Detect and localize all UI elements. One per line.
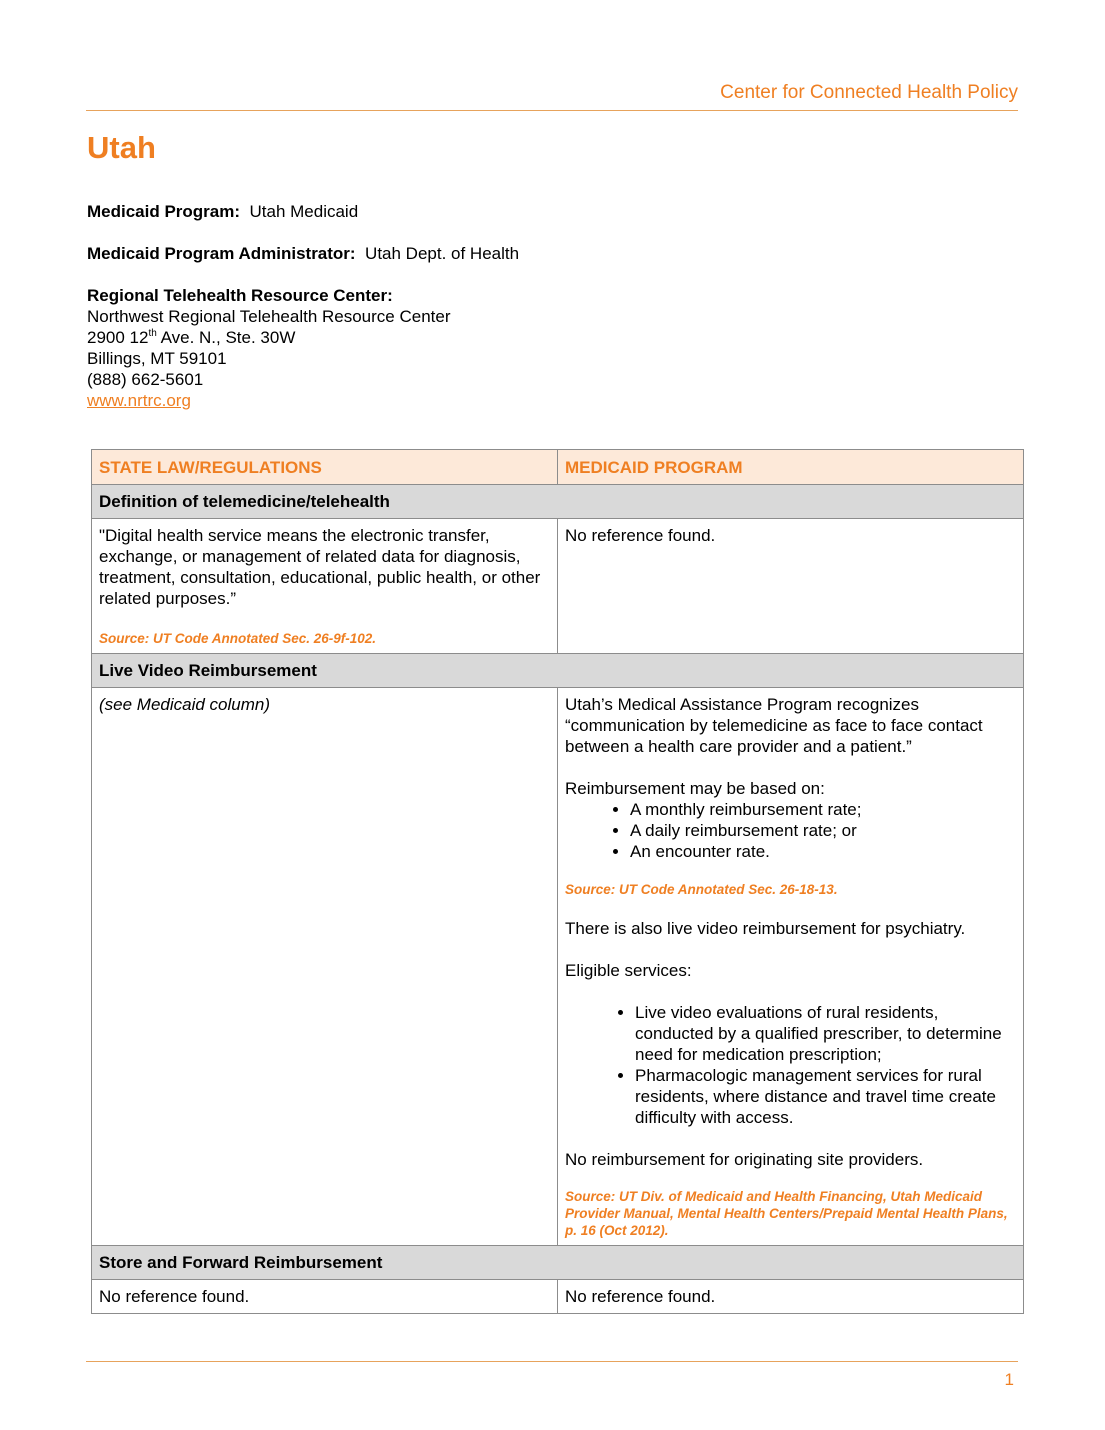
live-video-source-1: Source: UT Code Annotated Sec. 26-18-13. bbox=[565, 882, 838, 897]
policy-table bbox=[91, 449, 1024, 1314]
section-title-live-video: Live Video Reimbursement bbox=[92, 654, 1024, 688]
section-row-definition bbox=[92, 485, 1024, 519]
section-row-live-video bbox=[92, 654, 1024, 688]
definition-medicaid-text: No reference found. bbox=[565, 526, 716, 545]
live-video-paragraph-1: Utah’s Medical Assistance Program recognizes “communication by telemedicine as face to face contact between a health care provider and a patient.” bbox=[565, 695, 983, 756]
section-title-definition: Definition of telemedicine/telehealth bbox=[92, 485, 1024, 519]
live-video-paragraph-5: No reimbursement for originating site providers. bbox=[565, 1150, 924, 1169]
section-title-store-forward: Store and Forward Reimbursement bbox=[92, 1246, 1024, 1280]
store-forward-state-cell: No reference found. bbox=[92, 1280, 558, 1314]
table-row bbox=[92, 1280, 1024, 1314]
table-header-row bbox=[92, 450, 1024, 485]
list-item: • A monthly reimbursement rate; bbox=[630, 799, 1016, 820]
medicaid-program-value: Utah Medicaid bbox=[249, 202, 359, 221]
definition-state-cell bbox=[92, 519, 558, 654]
column-header-medicaid: MEDICAID PROGRAM bbox=[558, 450, 1024, 485]
rtrc-phone: (888) 662-5601 bbox=[87, 370, 204, 389]
header-organization: Center for Connected Health Policy bbox=[720, 82, 1018, 103]
definition-medicaid-cell bbox=[558, 519, 1024, 654]
list-item: • An encounter rate. bbox=[630, 841, 1016, 862]
rtrc-label: Regional Telehealth Resource Center: bbox=[87, 286, 393, 305]
medicaid-admin-value: Utah Dept. of Health bbox=[365, 244, 520, 263]
live-video-paragraph-3: There is also live video reimbursement for psychiatry. bbox=[565, 919, 966, 938]
list-item: • Pharmacologic management services for rural residents, where distance and travel time create difficulty with access. bbox=[635, 1065, 1016, 1128]
live-video-source-2: Source: UT Div. of Medicaid and Health Financing, Utah Medicaid Provider Manual, Mental Health Centers/Prepaid Mental Health Plans, p. 16 (Oct 2012). bbox=[565, 1189, 1008, 1238]
rtrc-address-line1: 2900 12th Ave. N., Ste. 30W bbox=[87, 328, 296, 347]
column-header-state-law: STATE LAW/REGULATIONS bbox=[92, 450, 558, 485]
table-row bbox=[92, 688, 1024, 1246]
live-video-state-cell bbox=[92, 688, 558, 1246]
footer-divider bbox=[86, 1361, 1018, 1362]
rtrc-block bbox=[87, 285, 451, 411]
rtrc-name: Northwest Regional Telehealth Resource Center bbox=[87, 307, 451, 326]
definition-state-source: Source: UT Code Annotated Sec. 26-9f-102. bbox=[99, 631, 377, 646]
page-number: 1 bbox=[1004, 1370, 1014, 1389]
medicaid-program-line bbox=[87, 201, 358, 222]
eligible-services-list bbox=[565, 1002, 1016, 1128]
list-item: • Live video evaluations of rural residents, conducted by a qualified prescriber, to determine need for medication prescription; bbox=[635, 1002, 1016, 1065]
store-forward-medicaid-cell: No reference found. bbox=[558, 1280, 1024, 1314]
medicaid-program-label: Medicaid Program: bbox=[87, 202, 241, 221]
medicaid-admin-line bbox=[87, 243, 519, 264]
page-title: Utah bbox=[87, 130, 156, 165]
rtrc-address-line2: Billings, MT 59101 bbox=[87, 349, 227, 368]
section-row-store-forward bbox=[92, 1246, 1024, 1280]
rtrc-website-link[interactable]: www.nrtrc.org bbox=[87, 391, 191, 410]
live-video-paragraph-2: Reimbursement may be based on: bbox=[565, 779, 825, 798]
live-video-medicaid-cell bbox=[558, 688, 1024, 1246]
list-item: • A daily reimbursement rate; or bbox=[630, 820, 1016, 841]
live-video-state-text: (see Medicaid column) bbox=[99, 695, 271, 714]
reimbursement-basis-list bbox=[565, 799, 1016, 862]
table-row bbox=[92, 519, 1024, 654]
live-video-paragraph-4: Eligible services: bbox=[565, 961, 692, 980]
medicaid-admin-label: Medicaid Program Administrator: bbox=[87, 244, 356, 263]
header-divider bbox=[86, 110, 1018, 111]
definition-state-text: "Digital health service means the electronic transfer, exchange, or management of related data for diagnosis, treatment, consultation, educational, public health, or other related purposes.” bbox=[99, 526, 541, 608]
